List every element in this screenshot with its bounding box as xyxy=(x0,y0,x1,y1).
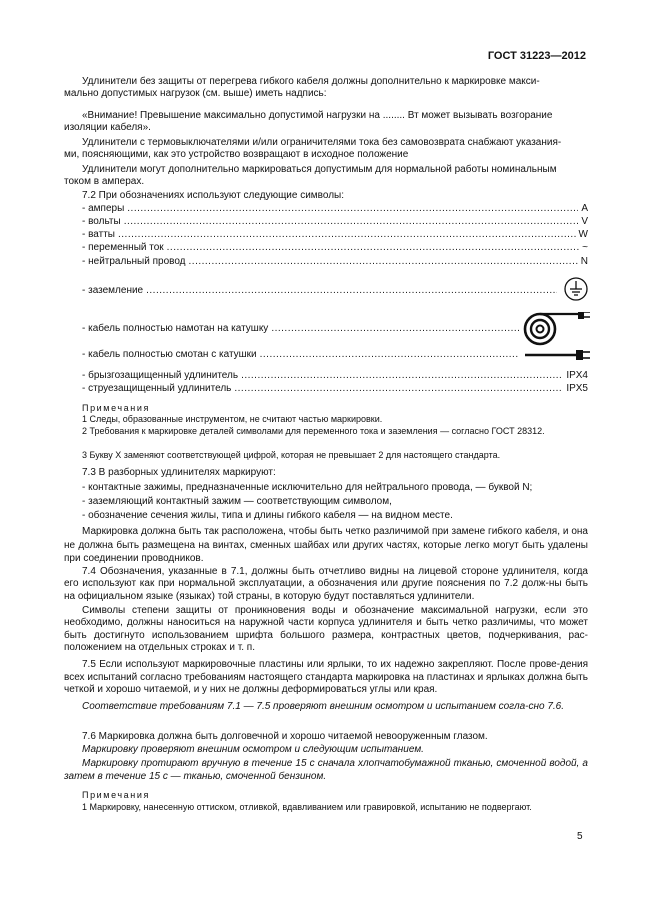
note-item: 1 Маркировку, нанесенную оттиском, отливкой, вдавливанием или гравировкой, испытанию не подвергают. xyxy=(82,802,532,812)
paragraph: Символы степени защиты от проникновения воды и обозначение максимальной нагрузки, если это необходимо, должны наноситься на наружной части корпуса удлинителя и быть четко различимы, что может быть достигнуто использованием шрифта большого размера, контрастных цветов, подчеркивания, рас-положением на отдельных строках и т. п. xyxy=(64,605,588,653)
compliance-check: Соответствие требованиям 7.1 — 7.5 проверяют внешним осмотром и испытанием согла-сно 7.6. xyxy=(82,701,565,712)
symbol-row: - амперы ..... A xyxy=(82,203,588,215)
test-intro: Маркировку проверяют внешним осмотром и следующим испытанием. xyxy=(82,744,424,755)
paragraph: 7.2 При обозначениях используют следующие символы: xyxy=(82,190,345,201)
paragraph: Удлинители без защиты от перегрева гибкого кабеля должны дополнительно к маркировке макси- мально допустимых нагрузок (см. выше) иметь надпись: xyxy=(64,76,540,100)
symbol-row: - переменный ток ..... ~ xyxy=(82,242,588,254)
symbol-row: - ватты ..... W xyxy=(82,229,588,241)
section-7-3-title: 7.3 В разборных удлинителях маркируют: xyxy=(82,467,276,478)
earth-ground-icon xyxy=(563,276,589,302)
standard-header: ГОСТ 31223—2012 xyxy=(487,50,586,62)
page-number: 5 xyxy=(577,831,583,842)
cable-wound-reel-icon xyxy=(523,312,593,346)
paragraph: «Внимание! Превышение максимально допустимой нагрузки на ........ Вт может вызывать возгорание изоляции кабеля». xyxy=(64,110,553,134)
notes-heading: Примечания xyxy=(82,403,150,413)
symbol-row-reel-wound: - кабель полностью намотан на катушку ..... xyxy=(82,323,522,335)
paragraph: Удлинители могут дополнительно маркироваться допустимым для нормальной работы номинальным током в амперах. xyxy=(64,164,557,188)
symbol-row: - вольты ..... V xyxy=(82,216,588,228)
list-item: - обозначение сечения жилы, типа и длины гибкого кабеля — на видном месте. xyxy=(82,510,453,521)
symbol-row: - нейтральный провод ..... N xyxy=(82,256,588,268)
section-7-4: 7.4 Обозначения, указанные в 7.1, должны быть отчетливо видны на лицевой стороне удлинителя, когда его используют как при нормальной эксплуатации, а обозначения или другие пояснения по 7.2 долж-ны быть на официальном языке (языках) той страны, в которую будут поставляться удлинители. xyxy=(64,566,588,602)
symbol-row-reel-unwound: - кабель полностью смотан с катушки ..... xyxy=(82,349,522,361)
notes-heading: Примечания xyxy=(82,790,150,800)
section-7-5: 7.5 Если используют маркировочные пластины или ярлыки, то их надежно закрепляют. После прове-дения всех испытаний согласно требованиям настоящего стандарта маркировка на пластинах и ярлыках должна быть четкой и хорошо читаемой, и у них не должны деформироваться углы или края. xyxy=(64,659,588,696)
paragraph: Маркировка должна быть так расположена, чтобы быть четко различимой при замене гибкого кабеля, и она не должна быть размещена на винтах, сменных шайбах или других частях, которые легко могут быть удалены при соединении проводников. xyxy=(64,526,588,564)
cable-unwound-icon xyxy=(523,346,593,364)
paragraph: Удлинители с термовыключателями и/или ограничителями тока без самовозврата снабжают указания- ми, поясняющими, как это устройство возвращают в исходное положение xyxy=(64,137,562,161)
note-item: 1 Следы, образованные инструментом, не считают частью маркировки. xyxy=(82,414,383,424)
list-item: - заземляющий контактный зажим — соответствующим символом, xyxy=(82,496,392,507)
note-item: 2 Требования к маркировке деталей символами для переменного тока и заземления — согласно ГОСТ 28312. xyxy=(82,426,545,436)
symbol-row-earth: - заземление ..... xyxy=(82,285,560,297)
test-procedure: Маркировку протирают вручную в течение 15 с сначала хлопчатобумажной тканью, смоченной водой, а затем в течение 15 с — тканью, смоченной бензином. xyxy=(64,758,588,782)
symbol-row: - брызгозащищенный удлинитель ..... IPX4 xyxy=(82,370,588,382)
symbol-row: - струезащищенный удлинитель ..... IPX5 xyxy=(82,383,588,395)
note-item: 3 Букву X заменяют соответствующей цифрой, которая не превышает 2 для настоящего стандарта. xyxy=(82,450,501,460)
section-7-6: 7.6 Маркировка должна быть долговечной и хорошо читаемой невооруженным глазом. xyxy=(82,731,488,742)
list-item: - контактные зажимы, предназначенные исключительно для нейтрального провода, — буквой N; xyxy=(82,482,533,493)
